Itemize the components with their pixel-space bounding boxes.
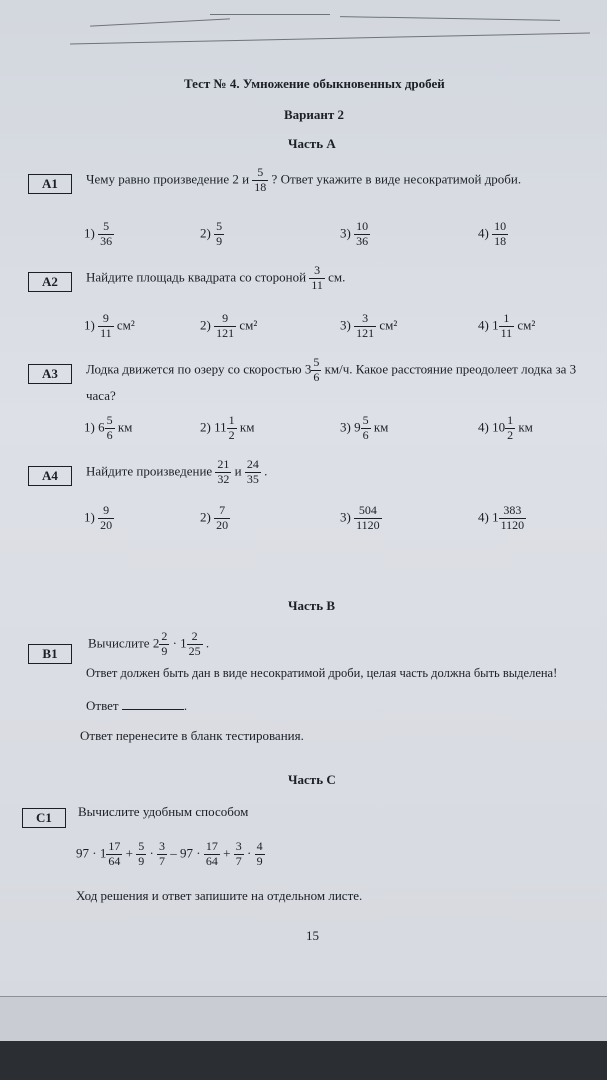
c1-f4-num: 17 — [205, 839, 218, 853]
a2-option-1[interactable] — [84, 312, 135, 341]
a3-option-1-fraction — [105, 414, 115, 443]
a3-option-3[interactable] — [340, 414, 388, 443]
a4-option-2-number: 2) — [200, 509, 211, 525]
a4-option-3-number: 3) — [340, 509, 351, 525]
a2-fraction — [309, 264, 325, 293]
c1-expression — [76, 840, 265, 869]
a2-text-part1: Найдите площадь квадрата со стороной — [86, 269, 307, 285]
a3-option-3-unit: км — [373, 419, 389, 435]
c1-fraction-1 — [106, 840, 122, 869]
a4-option-4-fraction — [499, 504, 527, 533]
b1-text-part1: Вычислите — [88, 635, 150, 651]
a3-option-1-unit: км — [117, 419, 133, 435]
a1-text-part2: ? Ответ укажите в виде несократимой дроби. — [271, 171, 522, 187]
a3-opt1-den: 6 — [106, 427, 113, 442]
a1-option-3[interactable] — [340, 220, 370, 249]
c1-text: Вычислите удобным способом — [78, 804, 249, 819]
c1-f5-den: 7 — [235, 853, 242, 868]
a4-opt3-num: 504 — [358, 503, 377, 517]
a3-opt4-den: 2 — [507, 427, 514, 442]
a1-frac-num: 5 — [257, 165, 264, 179]
a2-frac-den: 11 — [311, 277, 323, 292]
a2-option-4-whole: 1 — [492, 317, 499, 333]
a3-whole: 3 — [304, 361, 312, 377]
a4-fraction-2 — [245, 458, 261, 487]
a3-opt3-den: 6 — [362, 427, 369, 442]
a2-opt4-num: 1 — [503, 311, 510, 325]
a1-frac-den: 18 — [254, 179, 267, 194]
a4-option-1-number: 1) — [84, 509, 95, 525]
b1-multiply: · — [172, 635, 177, 651]
a4-opt2-den: 20 — [216, 517, 229, 532]
a2-option-2-fraction — [214, 312, 236, 341]
page-bottom-edge — [0, 996, 607, 1041]
b1-instruction: Ответ должен быть дан в виде несократимой дроби, целая часть должна быть выделена! — [86, 666, 558, 680]
b1-whole-1: 2 — [152, 635, 160, 651]
a3-option-3-number: 3) — [340, 419, 351, 435]
a1-text-part1: Чему равно произведение 2 и — [86, 171, 250, 187]
b1-frac2-num: 2 — [191, 629, 198, 643]
a4-opt1-den: 20 — [100, 517, 113, 532]
a2-frac-num: 3 — [314, 263, 321, 277]
b1-frac1-num: 2 — [161, 629, 168, 643]
b1-fraction-2 — [187, 630, 203, 659]
part-b-heading: Часть В — [288, 598, 335, 613]
c1-dot-2: · — [246, 845, 252, 861]
question-label-b1: B1 — [28, 644, 72, 664]
a3-opt4-num: 1 — [507, 413, 514, 427]
a3-opt1-num: 5 — [106, 413, 113, 427]
a1-option-1[interactable] — [84, 220, 114, 249]
a3-frac-den: 6 — [313, 369, 320, 384]
a3-option-3-fraction — [361, 414, 371, 443]
b1-dot: . — [205, 635, 210, 651]
question-a3-text-cont: часа? — [86, 388, 116, 403]
a2-text-part2: см. — [328, 269, 346, 285]
b1-frac1-den: 9 — [161, 643, 168, 658]
question-a1-text — [86, 166, 521, 195]
c1-minus-97: – 97 · — [170, 845, 201, 861]
b1-transfer-note: Ответ перенесите в бланк тестирования. — [80, 728, 304, 743]
a3-option-1[interactable] — [84, 414, 132, 443]
a1-opt3-den: 36 — [356, 233, 369, 248]
b1-fraction-1 — [159, 630, 169, 659]
a1-option-3-number: 3) — [340, 225, 351, 241]
a2-opt2-num: 9 — [222, 311, 229, 325]
a4-frac2-den: 35 — [246, 471, 259, 486]
a4-opt1-num: 9 — [103, 503, 110, 517]
a1-opt2-den: 9 — [216, 233, 223, 248]
a2-opt3-den: 121 — [356, 325, 375, 340]
a1-opt2-num: 5 — [216, 219, 223, 233]
b1-answer-field[interactable] — [122, 697, 184, 710]
a2-option-4[interactable] — [478, 312, 535, 341]
a3-option-1-whole: 6 — [98, 419, 105, 435]
a3-option-2[interactable] — [200, 414, 254, 443]
c1-fraction-6 — [255, 840, 265, 869]
page-number: 15 — [306, 928, 319, 943]
a3-text-part2: км/ч. Какое расстояние преодолеет лодка за 3 — [324, 361, 577, 377]
a1-opt4-den: 18 — [494, 233, 507, 248]
a1-option-1-fraction — [98, 220, 114, 249]
a1-opt1-num: 5 — [103, 219, 110, 233]
a4-option-4-number: 4) — [478, 509, 489, 525]
a2-opt2-den: 121 — [216, 325, 235, 340]
b1-frac2-den: 25 — [188, 643, 201, 658]
a2-option-3-unit: см² — [379, 317, 398, 333]
c1-f2-num: 5 — [138, 839, 145, 853]
a1-option-4-number: 4) — [478, 225, 489, 241]
a4-fraction-1 — [215, 458, 231, 487]
a2-option-3-number: 3) — [340, 317, 351, 333]
b1-answer-row — [86, 697, 187, 714]
a4-option-3[interactable] — [340, 504, 382, 533]
a2-option-2-number: 2) — [200, 317, 211, 333]
a1-option-3-fraction — [354, 220, 370, 249]
a4-option-1-fraction — [98, 504, 114, 533]
b1-answer-label: Ответ — [86, 698, 119, 713]
c1-f3-den: 7 — [159, 853, 166, 868]
a3-option-4-unit: км — [518, 419, 533, 435]
a3-option-4-whole: 10 — [492, 419, 506, 435]
question-a4-text — [86, 458, 267, 487]
a4-option-4[interactable] — [478, 504, 526, 533]
a2-opt4-den: 11 — [500, 325, 513, 340]
question-label-a1: A1 — [28, 174, 72, 194]
a3-text-part1: Лодка движется по озеру со скоростью — [86, 361, 302, 377]
c1-fraction-5 — [234, 840, 244, 869]
a1-opt4-num: 10 — [494, 219, 507, 233]
a4-opt4-num: 383 — [503, 503, 522, 517]
a4-frac2-num: 24 — [246, 457, 259, 471]
c1-fraction-4 — [204, 840, 220, 869]
a3-opt3-num: 5 — [362, 413, 369, 427]
a4-frac1-num: 21 — [217, 457, 230, 471]
a2-option-3[interactable] — [340, 312, 397, 341]
a3-option-3-whole: 9 — [354, 419, 361, 435]
c1-f6-num: 4 — [256, 839, 263, 853]
a2-option-4-unit: см² — [517, 317, 536, 333]
a1-option-2-fraction — [214, 220, 224, 249]
a4-opt3-den: 1120 — [356, 517, 380, 532]
a4-dot: . — [264, 463, 268, 479]
b1-whole-2: 1 — [180, 635, 187, 651]
c1-f3-num: 3 — [159, 839, 166, 853]
a1-opt1-den: 36 — [100, 233, 113, 248]
a3-option-4[interactable] — [478, 414, 533, 443]
a3-option-2-whole: 11 — [214, 419, 227, 435]
a3-option-4-fraction — [505, 414, 515, 443]
test-title: Тест № 4. Умножение обыкновенных дробей — [184, 76, 445, 91]
a3-frac-num: 5 — [313, 355, 320, 369]
a2-option-1-fraction — [98, 312, 114, 341]
a2-opt3-num: 3 — [362, 311, 369, 325]
c1-fraction-3 — [157, 840, 167, 869]
a4-option-1[interactable] — [84, 504, 114, 533]
a3-option-2-fraction — [227, 414, 237, 443]
c1-f6-den: 9 — [256, 853, 263, 868]
a3-option-2-number: 2) — [200, 419, 211, 435]
c1-fraction-2 — [136, 840, 146, 869]
a2-opt1-den: 11 — [100, 325, 112, 340]
c1-f1-den: 64 — [108, 853, 121, 868]
a4-option-3-fraction — [354, 504, 382, 533]
a2-option-2-unit: см² — [239, 317, 258, 333]
c1-f1-num: 17 — [108, 839, 121, 853]
c1-note: Ход решения и ответ запишите на отдельном листе. — [76, 888, 363, 903]
question-a2-text — [86, 264, 345, 293]
a2-option-4-number: 4) — [478, 317, 489, 333]
a2-option-1-unit: см² — [116, 317, 135, 333]
a2-opt1-num: 9 — [102, 311, 109, 325]
c1-f4-den: 64 — [205, 853, 218, 868]
a4-option-4-whole: 1 — [492, 509, 499, 525]
a1-option-2[interactable] — [200, 220, 224, 249]
variant-heading: Вариант 2 — [284, 107, 345, 122]
a2-option-2[interactable] — [200, 312, 257, 341]
a2-option-1-number: 1) — [84, 317, 95, 333]
a3-fraction — [311, 356, 321, 385]
a4-opt4-den: 1120 — [500, 517, 525, 532]
c1-term-97-1: 97 · 1 — [76, 845, 107, 861]
a4-text-part1: Найдите произведение — [86, 463, 213, 479]
question-a3-text — [86, 356, 576, 385]
c1-plus-1: + — [125, 845, 133, 861]
a1-option-4[interactable] — [478, 220, 508, 249]
a1-option-1-number: 1) — [84, 225, 95, 241]
a4-option-2[interactable] — [200, 504, 230, 533]
a4-frac1-den: 32 — [217, 471, 230, 486]
a2-option-3-fraction — [354, 312, 376, 341]
a4-opt2-num: 7 — [219, 503, 226, 517]
a1-opt3-num: 10 — [356, 219, 369, 233]
a3-opt2-den: 2 — [228, 427, 235, 442]
a3-option-4-number: 4) — [478, 419, 489, 435]
a3-opt2-num: 1 — [228, 413, 235, 427]
a1-fraction — [252, 166, 268, 195]
question-label-c1: C1 — [22, 808, 66, 828]
c1-plus-2: + — [223, 845, 231, 861]
a2-option-4-fraction — [499, 312, 515, 341]
a1-option-2-number: 2) — [200, 225, 211, 241]
a3-option-2-unit: км — [239, 419, 255, 435]
a3-option-1-number: 1) — [84, 419, 95, 435]
question-label-a4: A4 — [28, 466, 72, 486]
question-label-a2: A2 — [28, 272, 72, 292]
a4-and: и — [234, 463, 242, 479]
question-label-a3: A3 — [28, 364, 72, 384]
a4-option-2-fraction — [214, 504, 230, 533]
question-b1-text — [88, 630, 209, 659]
part-a-heading: Часть А — [288, 136, 336, 151]
b1-answer-dot: . — [183, 698, 188, 713]
c1-dot-1: · — [149, 845, 154, 861]
c1-f5-num: 3 — [235, 839, 242, 853]
a1-option-4-fraction — [492, 220, 508, 249]
c1-f2-den: 9 — [138, 853, 145, 868]
part-c-heading: Часть С — [288, 772, 336, 787]
